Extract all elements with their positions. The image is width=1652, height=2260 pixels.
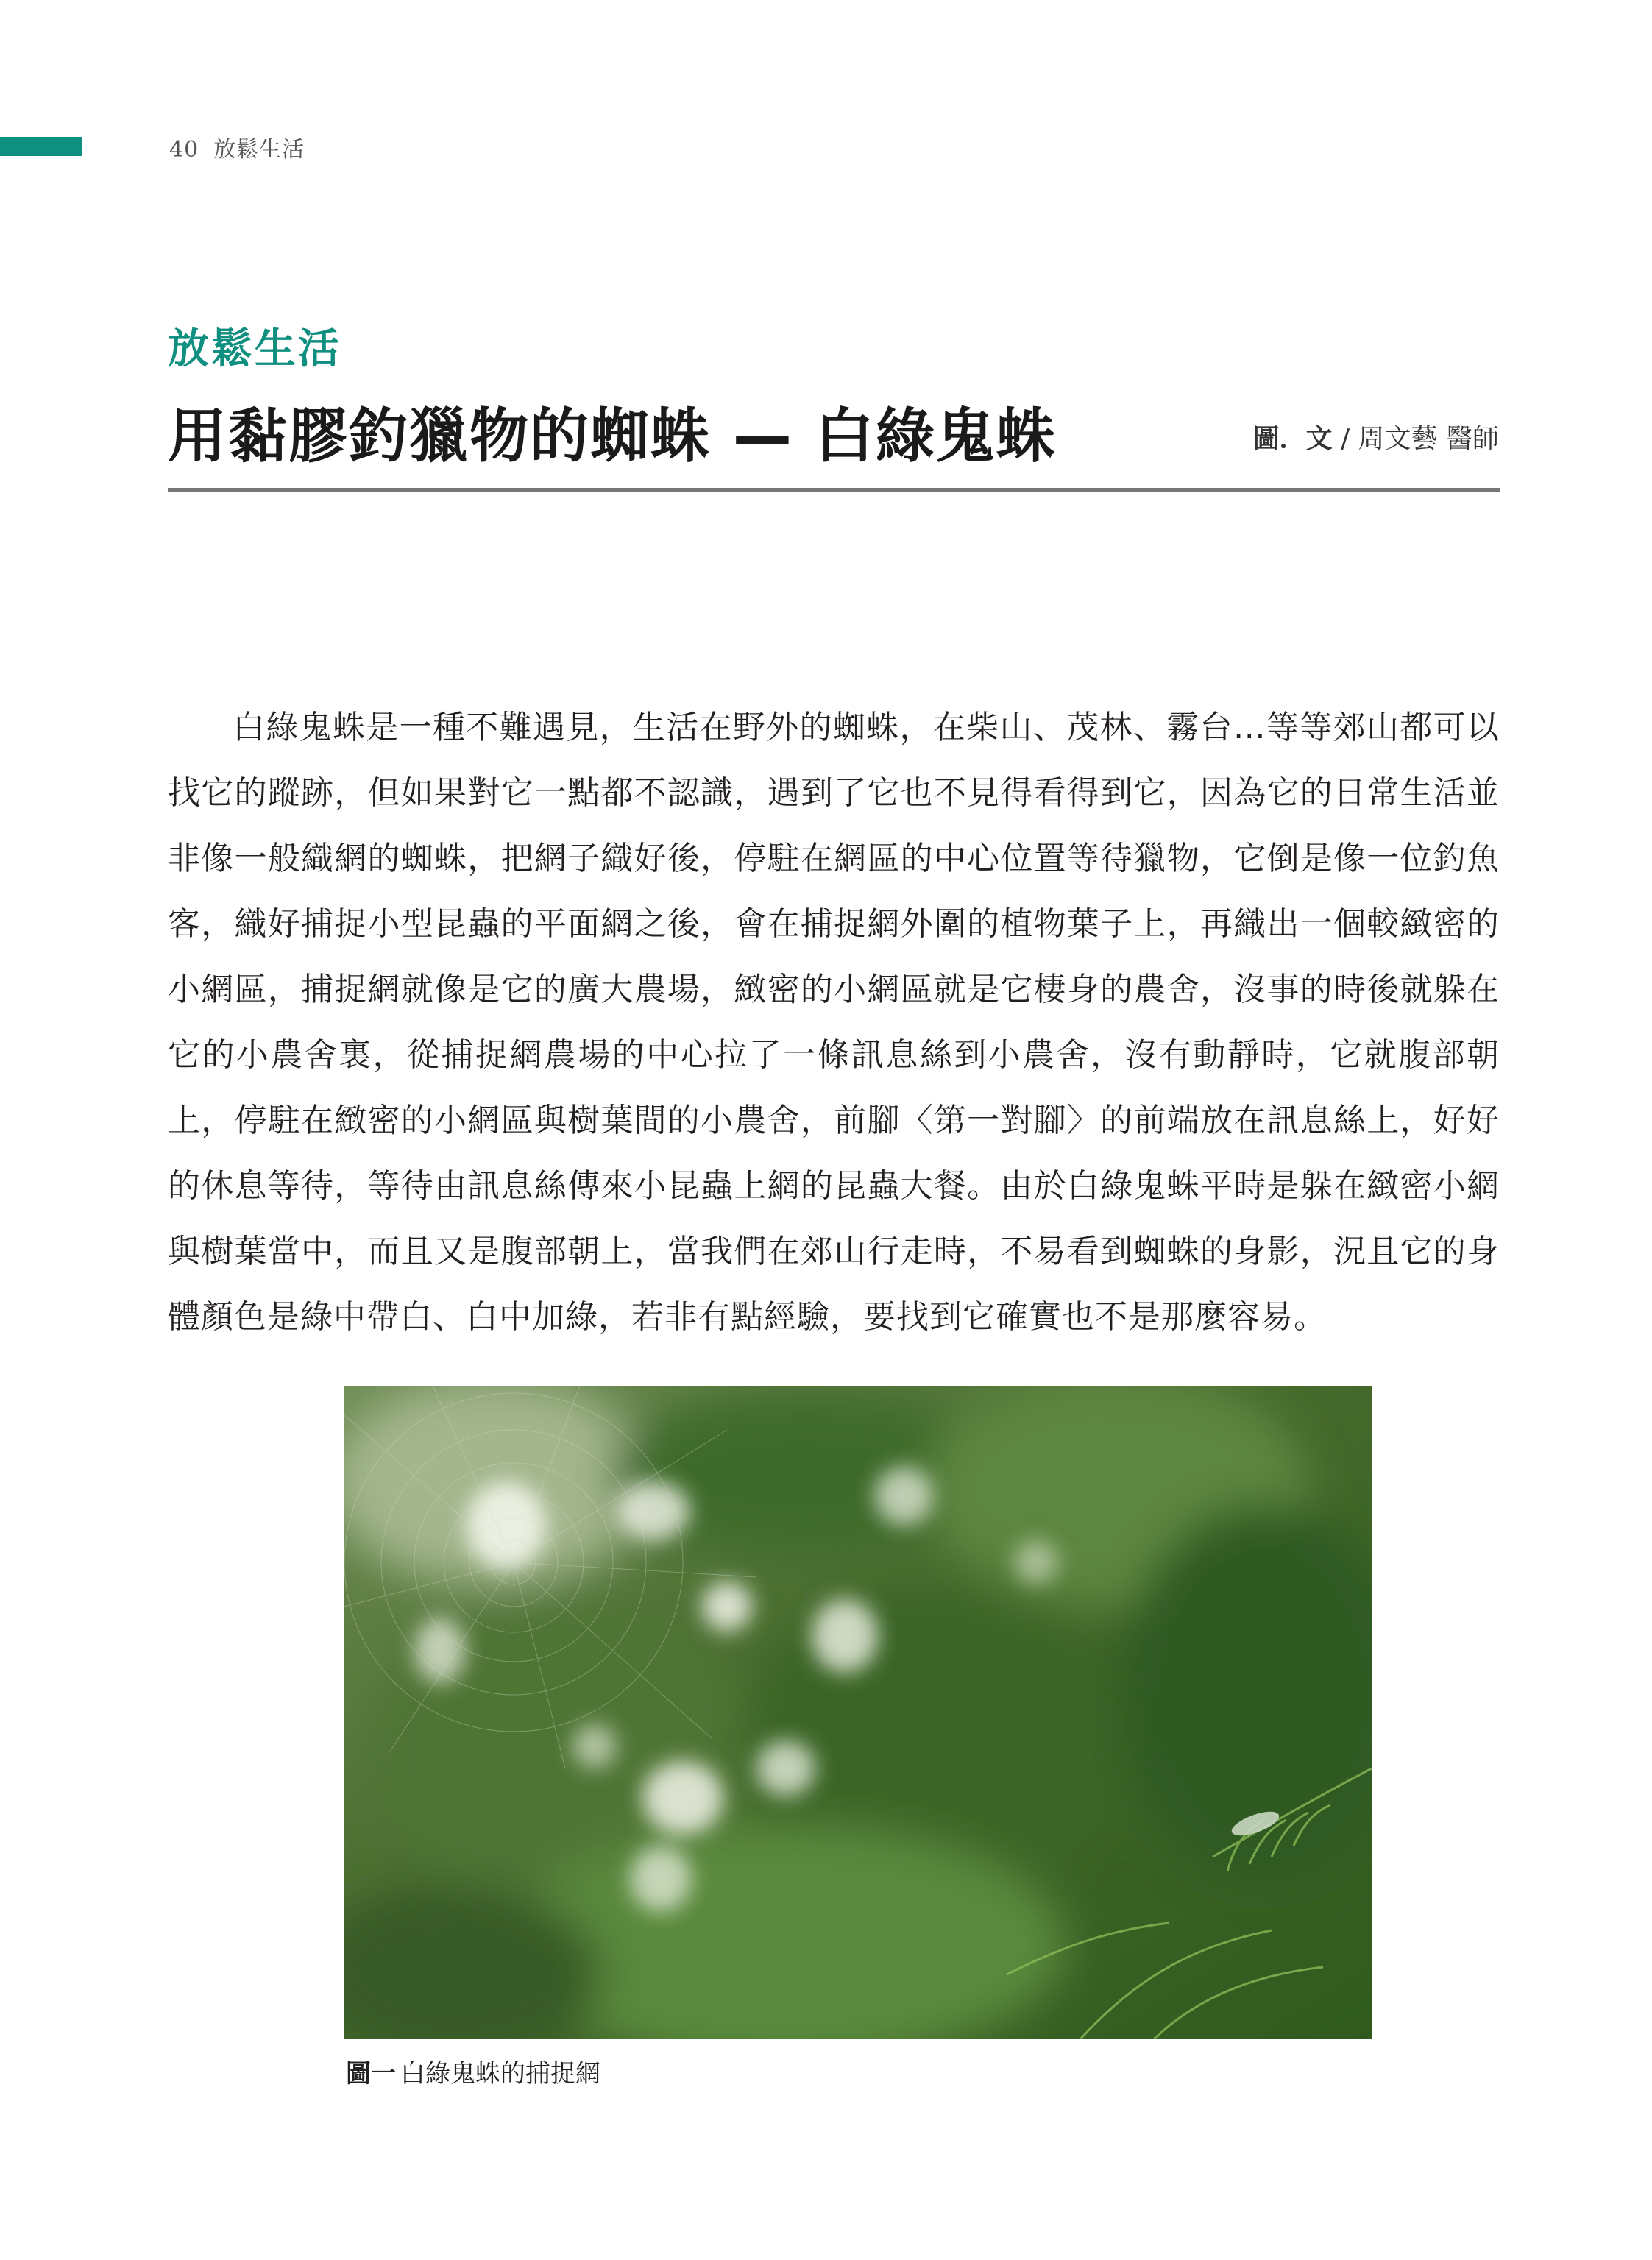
section-label: 放鬆生活	[168, 325, 341, 373]
article-paragraph: 白綠鬼蛛是一種不難遇見，生活在野外的蜘蛛，在柴山、茂林、霧台…等等郊山都可以找它的蹤跡，但如果對它一點都不認識，遇到了它也不見得看得到它，因為它的日常生活並非像一般織網的蜘蛛，把網子織好後，停駐在網區的中心位置等待獵物，它倒是像一位釣魚客，織好捕捉小型昆蟲的平面網之後，會在捕捉網外圍的植物葉子上，再織出一個較緻密的小網區，捕捉網就像是它的廣大農場，緻密的小網區就是它棲身的農舍，沒事的時後就躲在它的小農舍裏，從捕捉網農場的中心拉了一條訊息絲到小農舍，沒有動靜時，它就腹部朝上，停駐在緻密的小網區與樹葉間的小農舍，前腳〈第一對腳〉的前端放在訊息絲上，好好的休息等待，等待由訊息絲傳來小昆蟲上網的昆蟲大餐。由於白綠鬼蛛平時是躲在緻密小網與樹葉當中，而且又是腹部朝上，當我們在郊山行走時，不易看到蜘蛛的身影，況且它的身體顏色是綠中帶白、白中加綠，若非有點經驗，要找到它確實也不是那麼容易。	[168, 709, 1500, 1336]
running-header	[169, 131, 305, 163]
figure-caption	[346, 2053, 600, 2089]
byline-author: / 周文藝 醫師	[1340, 424, 1499, 454]
byline	[1253, 418, 1500, 456]
title-divider	[168, 488, 1500, 492]
figure-caption-text: 白綠鬼蛛的捕捉網	[400, 2059, 600, 2089]
header-accent-bar	[0, 137, 82, 156]
article-title: 用黏膠釣獵物的蜘蛛 — 白綠鬼蛛	[168, 402, 1057, 470]
page-number: 40	[169, 137, 199, 163]
spider-web-photo	[344, 1386, 1372, 2039]
running-header-section: 放鬆生活	[213, 137, 305, 163]
figure-caption-label: 圖一	[346, 2059, 396, 2089]
byline-label: 圖．文	[1252, 424, 1333, 454]
